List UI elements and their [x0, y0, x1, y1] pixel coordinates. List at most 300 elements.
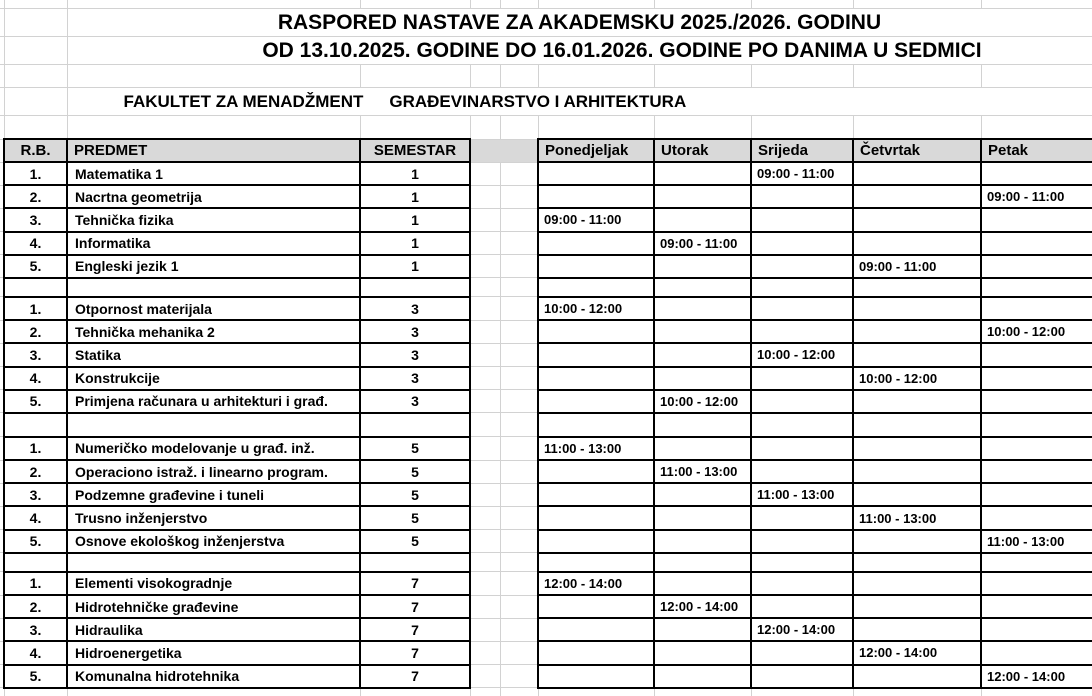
- grid-cell: [4, 64, 67, 87]
- spacer-cell: [500, 460, 538, 483]
- empty-cell[interactable]: [4, 553, 67, 572]
- spacer-cell: [500, 665, 538, 688]
- grid-cell: [67, 115, 360, 139]
- empty-time-cell[interactable]: [981, 390, 1092, 413]
- row-number-cell[interactable]: 1.: [4, 437, 67, 460]
- empty-row: [0, 64, 1092, 87]
- empty-time-cell[interactable]: [654, 665, 751, 688]
- empty-time-cell[interactable]: [538, 595, 654, 618]
- spacer-cell: [470, 320, 500, 343]
- spacer-cell: [500, 572, 538, 595]
- grid-cell: [4, 115, 67, 139]
- subject-cell[interactable]: Tehnička fizika: [67, 208, 360, 231]
- empty-time-cell[interactable]: [853, 618, 981, 641]
- empty-time-cell[interactable]: [654, 320, 751, 343]
- grid-cell: [4, 87, 67, 115]
- empty-time-cell[interactable]: [853, 665, 981, 688]
- grid-cell: [538, 115, 654, 139]
- time-cell[interactable]: 11:00 - 13:00: [654, 460, 751, 483]
- semester-cell[interactable]: 7: [360, 572, 470, 595]
- empty-cell[interactable]: [853, 413, 981, 437]
- empty-time-cell[interactable]: [853, 320, 981, 343]
- column-header-rb[interactable]: R.B.: [4, 139, 67, 162]
- spacer-cell: [470, 530, 500, 553]
- spacer-cell: [470, 278, 500, 297]
- empty-time-cell[interactable]: [751, 595, 853, 618]
- grid-cell: [500, 115, 538, 139]
- spacer-cell: [500, 553, 538, 572]
- spacer-cell: [470, 208, 500, 231]
- row-number-cell[interactable]: 2.: [4, 595, 67, 618]
- grid-cell: [751, 688, 853, 696]
- partial-top-row: [0, 0, 1092, 8]
- empty-time-cell[interactable]: [654, 530, 751, 553]
- faculty-name-left: FAKULTET ZA MENADŽMENT: [123, 91, 364, 111]
- empty-time-cell[interactable]: [654, 343, 751, 366]
- empty-time-cell[interactable]: [853, 437, 981, 460]
- time-cell[interactable]: 09:00 - 11:00: [981, 185, 1092, 208]
- subject-cell[interactable]: Trusno inženjerstvo: [67, 506, 360, 529]
- time-cell[interactable]: 11:00 - 13:00: [853, 506, 981, 529]
- empty-time-cell[interactable]: [654, 208, 751, 231]
- table-row: [0, 343, 1092, 366]
- empty-time-cell[interactable]: [853, 530, 981, 553]
- semester-cell[interactable]: 1: [360, 162, 470, 185]
- table-row: [0, 297, 1092, 320]
- empty-cell[interactable]: [981, 553, 1092, 572]
- spacer-cell: [500, 278, 538, 297]
- empty-cell[interactable]: [67, 553, 360, 572]
- grid-cell: [751, 115, 853, 139]
- faculty-row: [0, 87, 1092, 115]
- empty-cell[interactable]: [4, 278, 67, 297]
- empty-cell[interactable]: [4, 413, 67, 437]
- semester-cell[interactable]: 1: [360, 255, 470, 278]
- grid-cell: [4, 688, 67, 696]
- spacer-cell: [470, 641, 500, 664]
- row-number-cell[interactable]: 5.: [4, 255, 67, 278]
- spacer-cell: [500, 208, 538, 231]
- semester-cell[interactable]: 3: [360, 390, 470, 413]
- spacer-cell: [470, 232, 500, 255]
- time-cell[interactable]: 12:00 - 14:00: [853, 641, 981, 664]
- empty-time-cell[interactable]: [853, 208, 981, 231]
- empty-time-cell[interactable]: [981, 208, 1092, 231]
- spacer-cell: [500, 162, 538, 185]
- semester-cell[interactable]: 1: [360, 185, 470, 208]
- schedule-title[interactable]: RASPORED NASTAVE ZA AKADEMSKU 2025./2026. GODINU: [67, 8, 1092, 36]
- empty-time-cell[interactable]: [654, 367, 751, 390]
- spacer-cell: [500, 390, 538, 413]
- empty-time-cell[interactable]: [751, 255, 853, 278]
- time-cell[interactable]: 10:00 - 12:00: [751, 343, 853, 366]
- empty-time-cell[interactable]: [538, 343, 654, 366]
- empty-time-cell[interactable]: [538, 665, 654, 688]
- table-row: [0, 572, 1092, 595]
- semester-cell[interactable]: 7: [360, 618, 470, 641]
- semester-cell[interactable]: 3: [360, 367, 470, 390]
- empty-time-cell[interactable]: [853, 390, 981, 413]
- empty-time-cell[interactable]: [981, 595, 1092, 618]
- grid-cell: [654, 688, 751, 696]
- spacer-cell: [500, 506, 538, 529]
- empty-time-cell[interactable]: [981, 641, 1092, 664]
- empty-time-cell[interactable]: [654, 162, 751, 185]
- empty-time-cell[interactable]: [981, 367, 1092, 390]
- spacer-cell: [470, 413, 500, 437]
- empty-time-cell[interactable]: [751, 390, 853, 413]
- row-number-cell[interactable]: 3.: [4, 618, 67, 641]
- empty-time-cell[interactable]: [981, 506, 1092, 529]
- empty-time-cell[interactable]: [981, 618, 1092, 641]
- row-number-cell[interactable]: 2.: [4, 460, 67, 483]
- semester-cell[interactable]: 5: [360, 483, 470, 506]
- empty-cell[interactable]: [538, 278, 654, 297]
- empty-cell[interactable]: [360, 413, 470, 437]
- spacer-cell: [500, 483, 538, 506]
- subject-cell[interactable]: Komunalna hidrotehnika: [67, 665, 360, 688]
- time-cell[interactable]: 12:00 - 14:00: [538, 572, 654, 595]
- empty-time-cell[interactable]: [654, 572, 751, 595]
- time-cell[interactable]: 11:00 - 13:00: [538, 437, 654, 460]
- empty-time-cell[interactable]: [654, 483, 751, 506]
- row-number-cell[interactable]: 3.: [4, 343, 67, 366]
- spacer-cell: [470, 390, 500, 413]
- grid-cell: [4, 0, 67, 8]
- table-row: [0, 255, 1092, 278]
- empty-time-cell[interactable]: [538, 367, 654, 390]
- spacer-cell: [470, 297, 500, 320]
- table-row: [0, 665, 1092, 688]
- empty-cell[interactable]: [654, 278, 751, 297]
- column-header-day-petak[interactable]: Petak: [981, 139, 1092, 162]
- row-number-cell[interactable]: 1.: [4, 572, 67, 595]
- faculty-cell[interactable]: [67, 87, 1092, 115]
- empty-time-cell[interactable]: [981, 255, 1092, 278]
- empty-time-cell[interactable]: [751, 367, 853, 390]
- grid-cell: [751, 64, 853, 87]
- subject-cell[interactable]: Operaciono istraž. i linearno program.: [67, 460, 360, 483]
- row-number-cell[interactable]: 4.: [4, 506, 67, 529]
- empty-time-cell[interactable]: [538, 390, 654, 413]
- empty-time-cell[interactable]: [538, 185, 654, 208]
- empty-cell[interactable]: [853, 278, 981, 297]
- semester-cell[interactable]: 5: [360, 530, 470, 553]
- row-number-cell[interactable]: 1.: [4, 297, 67, 320]
- grid-cell: [654, 64, 751, 87]
- row-number-cell[interactable]: 2.: [4, 320, 67, 343]
- table-row: [0, 320, 1092, 343]
- empty-time-cell[interactable]: [538, 506, 654, 529]
- time-cell[interactable]: 12:00 - 14:00: [654, 595, 751, 618]
- time-cell[interactable]: 09:00 - 11:00: [751, 162, 853, 185]
- grid-cell: [470, 115, 500, 139]
- empty-time-cell[interactable]: [981, 297, 1092, 320]
- semester-cell[interactable]: 5: [360, 437, 470, 460]
- semester-cell[interactable]: 7: [360, 595, 470, 618]
- time-cell[interactable]: 09:00 - 11:00: [538, 208, 654, 231]
- empty-cell[interactable]: [981, 278, 1092, 297]
- empty-time-cell[interactable]: [853, 232, 981, 255]
- time-cell[interactable]: 10:00 - 12:00: [538, 297, 654, 320]
- spacer-cell: [500, 530, 538, 553]
- spacer-cell: [470, 255, 500, 278]
- subject-cell[interactable]: Engleski jezik 1: [67, 255, 360, 278]
- spacer-cell: [500, 297, 538, 320]
- subtitle-row: [0, 36, 1092, 64]
- time-cell[interactable]: 11:00 - 13:00: [751, 483, 853, 506]
- empty-cell[interactable]: [654, 413, 751, 437]
- empty-time-cell[interactable]: [853, 483, 981, 506]
- grid-cell: [67, 0, 360, 8]
- semester-cell[interactable]: 7: [360, 641, 470, 664]
- empty-time-cell[interactable]: [538, 641, 654, 664]
- spacer-cell: [500, 320, 538, 343]
- title-row: [0, 8, 1092, 36]
- column-header-day-utorak[interactable]: Utorak: [654, 139, 751, 162]
- subject-cell[interactable]: Tehnička mehanika 2: [67, 320, 360, 343]
- grid-cell: [538, 0, 654, 8]
- empty-time-cell[interactable]: [654, 641, 751, 664]
- empty-cell[interactable]: [751, 413, 853, 437]
- empty-cell[interactable]: [538, 413, 654, 437]
- empty-time-cell[interactable]: [751, 320, 853, 343]
- row-number-cell[interactable]: 5.: [4, 530, 67, 553]
- empty-time-cell[interactable]: [751, 208, 853, 231]
- empty-time-cell[interactable]: [981, 343, 1092, 366]
- empty-cell[interactable]: [538, 553, 654, 572]
- spacer-cell: [500, 343, 538, 366]
- subject-cell[interactable]: Primjena računara u arhitekturi i građ.: [67, 390, 360, 413]
- empty-row: [0, 115, 1092, 139]
- empty-cell[interactable]: [853, 553, 981, 572]
- empty-time-cell[interactable]: [751, 530, 853, 553]
- grid-cell: [981, 115, 1092, 139]
- empty-time-cell[interactable]: [751, 460, 853, 483]
- empty-time-cell[interactable]: [981, 232, 1092, 255]
- time-cell[interactable]: 11:00 - 13:00: [981, 530, 1092, 553]
- grid-cell: [853, 688, 981, 696]
- spacer-cell: [470, 553, 500, 572]
- spacer-cell: [500, 232, 538, 255]
- empty-time-cell[interactable]: [981, 572, 1092, 595]
- empty-cell[interactable]: [751, 553, 853, 572]
- table-row: [0, 367, 1092, 390]
- grid-cell: [67, 64, 360, 87]
- spacer-cell: [500, 255, 538, 278]
- subject-cell[interactable]: Matematika 1: [67, 162, 360, 185]
- semester-cell[interactable]: 5: [360, 460, 470, 483]
- empty-time-cell[interactable]: [751, 641, 853, 664]
- subject-cell[interactable]: Informatika: [67, 232, 360, 255]
- grid-cell: [654, 0, 751, 8]
- row-number-cell[interactable]: 4.: [4, 232, 67, 255]
- empty-time-cell[interactable]: [981, 483, 1092, 506]
- empty-time-cell[interactable]: [538, 460, 654, 483]
- table-row: [0, 618, 1092, 641]
- empty-time-cell[interactable]: [751, 506, 853, 529]
- spacer-cell: [470, 665, 500, 688]
- subject-cell[interactable]: Podzemne građevine i tuneli: [67, 483, 360, 506]
- empty-cell[interactable]: [67, 278, 360, 297]
- empty-time-cell[interactable]: [538, 530, 654, 553]
- grid-cell: [360, 64, 470, 87]
- spacer-cell: [470, 343, 500, 366]
- empty-time-cell[interactable]: [751, 572, 853, 595]
- spacer-cell: [500, 185, 538, 208]
- semester-cell[interactable]: 3: [360, 343, 470, 366]
- empty-time-cell[interactable]: [654, 185, 751, 208]
- grid-cell: [654, 115, 751, 139]
- spacer-cell: [470, 367, 500, 390]
- subject-cell[interactable]: Otpornost materijala: [67, 297, 360, 320]
- empty-cell[interactable]: [751, 278, 853, 297]
- grid-cell: [470, 688, 500, 696]
- table-row: [0, 530, 1092, 553]
- time-cell[interactable]: 10:00 - 12:00: [981, 320, 1092, 343]
- column-header-day-cetvrtak[interactable]: Četvrtak: [853, 139, 981, 162]
- semester-cell[interactable]: 7: [360, 665, 470, 688]
- empty-time-cell[interactable]: [538, 618, 654, 641]
- subject-cell[interactable]: Osnove ekološkog inženjerstva: [67, 530, 360, 553]
- table-row: [0, 208, 1092, 231]
- empty-time-cell[interactable]: [981, 460, 1092, 483]
- semester-cell[interactable]: 1: [360, 232, 470, 255]
- spacer-cell: [470, 185, 500, 208]
- empty-time-cell[interactable]: [751, 437, 853, 460]
- empty-time-cell[interactable]: [853, 572, 981, 595]
- empty-time-cell[interactable]: [654, 437, 751, 460]
- empty-cell[interactable]: [360, 553, 470, 572]
- table-row: [0, 641, 1092, 664]
- row-number-cell[interactable]: 2.: [4, 185, 67, 208]
- row-number-cell[interactable]: 1.: [4, 162, 67, 185]
- empty-time-cell[interactable]: [751, 185, 853, 208]
- empty-time-cell[interactable]: [751, 232, 853, 255]
- spacer-cell: [470, 618, 500, 641]
- empty-time-cell[interactable]: [654, 297, 751, 320]
- column-header-predmet[interactable]: PREDMET: [67, 139, 360, 162]
- spacer-cell: [500, 367, 538, 390]
- column-header-day-srijeda[interactable]: Srijeda: [751, 139, 853, 162]
- empty-time-cell[interactable]: [538, 232, 654, 255]
- empty-time-cell[interactable]: [538, 162, 654, 185]
- separator-row: [0, 553, 1092, 572]
- spacer-cell: [470, 506, 500, 529]
- table-row: [0, 483, 1092, 506]
- grid-cell: [981, 688, 1092, 696]
- partial-bottom-row: [0, 688, 1092, 696]
- subject-cell[interactable]: Hidraulika: [67, 618, 360, 641]
- empty-time-cell[interactable]: [538, 483, 654, 506]
- table-row: [0, 506, 1092, 529]
- spacer-cell: [500, 413, 538, 437]
- time-cell[interactable]: 09:00 - 11:00: [853, 255, 981, 278]
- empty-time-cell[interactable]: [853, 595, 981, 618]
- empty-time-cell[interactable]: [751, 665, 853, 688]
- grid-cell: [981, 64, 1092, 87]
- grid-cell: [853, 64, 981, 87]
- subject-cell[interactable]: Hidroenergetika: [67, 641, 360, 664]
- semester-cell[interactable]: 1: [360, 208, 470, 231]
- empty-cell[interactable]: [654, 553, 751, 572]
- grid-cell: [538, 688, 654, 696]
- column-header-semestar[interactable]: SEMESTAR: [360, 139, 470, 162]
- grid-cell: [500, 688, 538, 696]
- row-number-cell[interactable]: 5.: [4, 390, 67, 413]
- subject-cell[interactable]: Elementi visokogradnje: [67, 572, 360, 595]
- empty-time-cell[interactable]: [853, 460, 981, 483]
- spacer-cell: [470, 572, 500, 595]
- grid-cell: [470, 64, 500, 87]
- empty-time-cell[interactable]: [853, 297, 981, 320]
- subject-cell[interactable]: Hidrotehničke građevine: [67, 595, 360, 618]
- table-row: [0, 437, 1092, 460]
- subject-cell[interactable]: Numeričko modelovanje u građ. inž.: [67, 437, 360, 460]
- row-number-cell[interactable]: 4.: [4, 641, 67, 664]
- spacer-cell: [470, 483, 500, 506]
- empty-time-cell[interactable]: [654, 255, 751, 278]
- separator-row: [0, 413, 1092, 437]
- semester-cell[interactable]: 3: [360, 320, 470, 343]
- subject-cell[interactable]: Statika: [67, 343, 360, 366]
- time-cell[interactable]: 10:00 - 12:00: [853, 367, 981, 390]
- grid-cell: [360, 688, 470, 696]
- time-cell[interactable]: 10:00 - 12:00: [654, 390, 751, 413]
- empty-time-cell[interactable]: [981, 162, 1092, 185]
- subject-cell[interactable]: Nacrtna geometrija: [67, 185, 360, 208]
- header-spacer: [470, 139, 538, 162]
- separator-row: [0, 278, 1092, 297]
- empty-time-cell[interactable]: [654, 618, 751, 641]
- empty-cell[interactable]: [360, 278, 470, 297]
- spacer-cell: [500, 595, 538, 618]
- grid-cell: [360, 0, 470, 8]
- empty-time-cell[interactable]: [981, 437, 1092, 460]
- table-row: [0, 232, 1092, 255]
- subject-cell[interactable]: Konstrukcije: [67, 367, 360, 390]
- empty-time-cell[interactable]: [853, 343, 981, 366]
- spacer-cell: [500, 618, 538, 641]
- empty-cell[interactable]: [67, 413, 360, 437]
- schedule-subtitle[interactable]: OD 13.10.2025. GODINE DO 16.01.2026. GODINE PO DANIMA U SEDMICI: [67, 36, 1092, 64]
- empty-time-cell[interactable]: [538, 320, 654, 343]
- column-header-day-ponedjeljak[interactable]: Ponedjeljak: [538, 139, 654, 162]
- grid-cell: [500, 0, 538, 8]
- row-number-cell[interactable]: 3.: [4, 483, 67, 506]
- empty-time-cell[interactable]: [654, 506, 751, 529]
- empty-time-cell[interactable]: [538, 255, 654, 278]
- spacer-cell: [500, 437, 538, 460]
- time-cell[interactable]: 09:00 - 11:00: [654, 232, 751, 255]
- empty-time-cell[interactable]: [853, 162, 981, 185]
- row-number-cell[interactable]: 3.: [4, 208, 67, 231]
- semester-cell[interactable]: 5: [360, 506, 470, 529]
- grid-cell: [981, 0, 1092, 8]
- table-row: [0, 390, 1092, 413]
- spacer-cell: [470, 595, 500, 618]
- time-cell[interactable]: 12:00 - 14:00: [981, 665, 1092, 688]
- spacer-cell: [470, 162, 500, 185]
- time-cell[interactable]: 12:00 - 14:00: [751, 618, 853, 641]
- row-number-cell[interactable]: 4.: [4, 367, 67, 390]
- empty-time-cell[interactable]: [751, 297, 853, 320]
- empty-cell[interactable]: [981, 413, 1092, 437]
- semester-cell[interactable]: 3: [360, 297, 470, 320]
- grid-cell: [853, 0, 981, 8]
- row-number-cell[interactable]: 5.: [4, 665, 67, 688]
- empty-time-cell[interactable]: [853, 185, 981, 208]
